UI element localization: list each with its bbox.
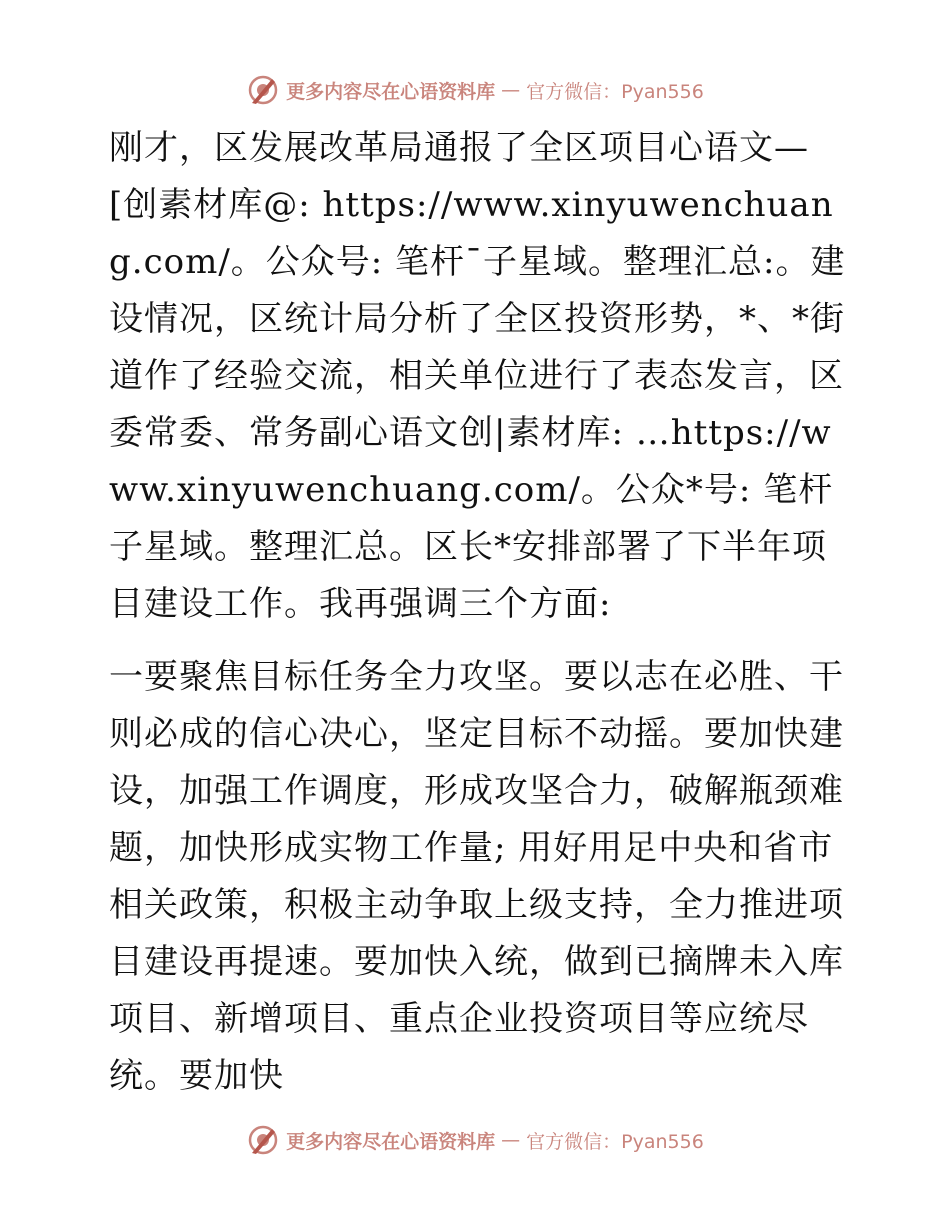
paragraph-point-one: 一要聚焦目标任务全力攻坚。要以志在必胜、干则必成的信心决心，坚定目标不动摇。要加快建设，加强工作调度，形成攻坚合力，破解瓶颈难题，加快形成实物工作量; 用好用足中央和省市相关政策，积极主动争取上级支持，全力推进项目建设再提速。要加快入统，做到已摘牌未入库项目、新增项目、重点企业投资项目等应统尽统。要加快 [109, 657, 844, 1096]
footer-watermark [0, 1120, 950, 1160]
watermark-wechat: 官方微信：Pyan556 [526, 1130, 704, 1153]
document-body [97, 120, 857, 1105]
watermark-wechat: 官方微信：Pyan556 [526, 80, 704, 103]
watermark-separator: — [501, 1129, 521, 1151]
paragraph-intro: 刚才，区发展改革局通报了全区项目心语文—[创素材库@: https://www.xinyuwenchuang.com/。公众号: 笔杆¯子星域。整理汇总:。建设情况，区统计局分析了全区投资形势，*、*街道作了经验交流，相关单位进行了表态发言，区委常委、常务副心语文创|素材库: …https://www.xinyuwenchuang.com/。公众*号: 笔杆子星域。整理汇总。区长*安排部署了下半年项目建设工作。我再强调三个方面: [109, 128, 846, 624]
watermark-separator: — [501, 79, 521, 101]
header-watermark [0, 70, 950, 110]
watermark-text: 更多内容尽在心语资料库 [286, 1130, 496, 1153]
watermark-text: 更多内容尽在心语资料库 [286, 80, 496, 103]
quill-pen-logo-icon [246, 1123, 280, 1157]
quill-pen-logo-icon [246, 73, 280, 107]
